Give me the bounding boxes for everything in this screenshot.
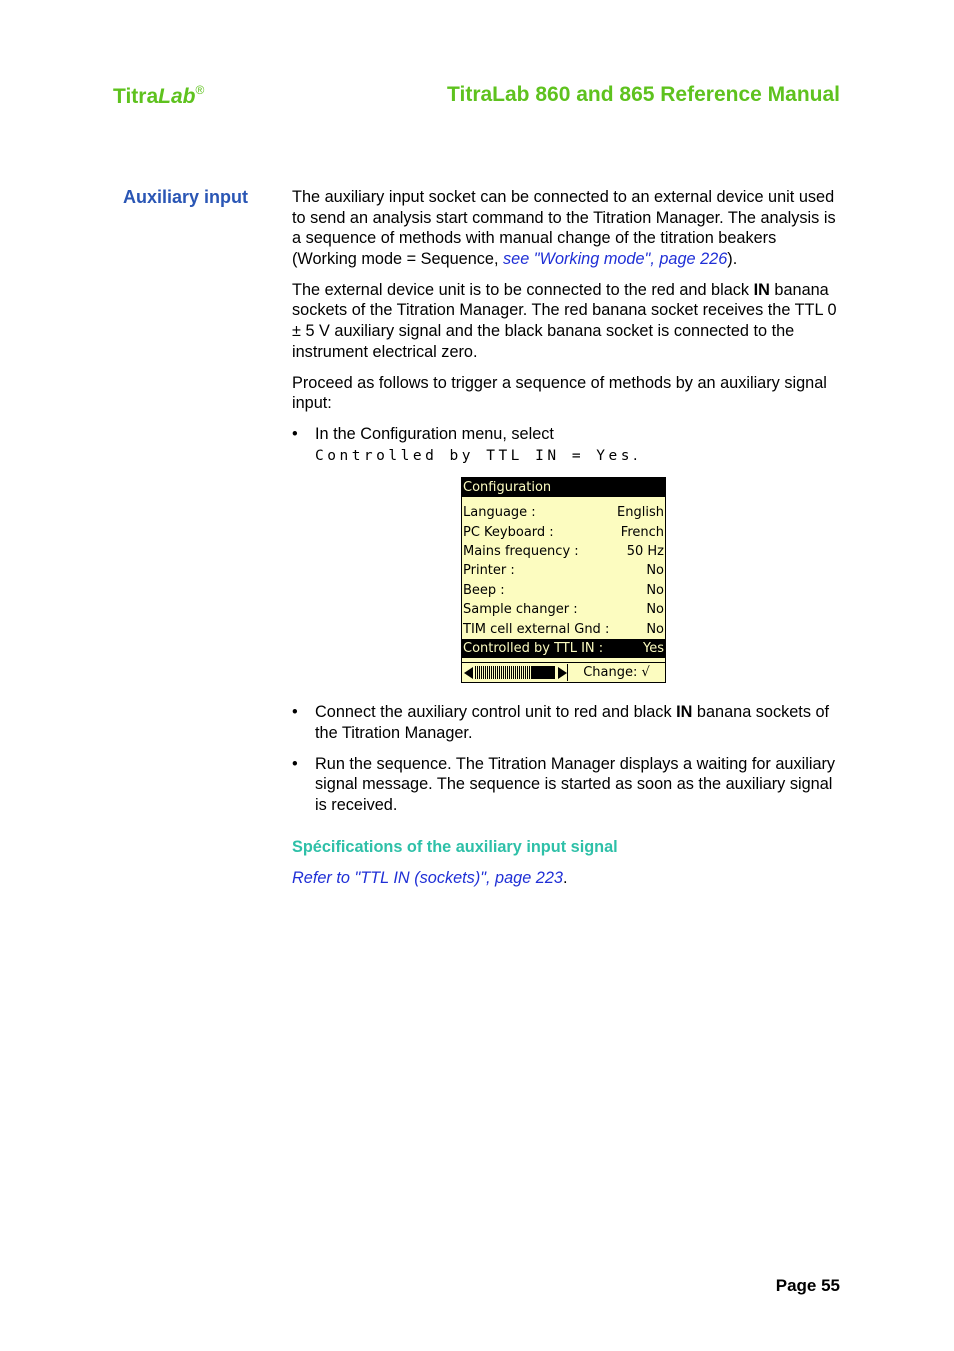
paragraph-1: The auxiliary input socket can be connected to an external device unit used to send an analysis start command to the Titration Manager. The analysis is a sequence of methods with manual change of the titration beakers (Working mode = Sequence, see "Working mode", page 226). [292, 188, 836, 268]
lcd-row-language: Language : English [463, 505, 664, 521]
lcd-row-sample-changer: Sample changer : No [463, 602, 664, 618]
lcd-title: Configuration [462, 478, 665, 497]
bullet-icon: • [292, 425, 298, 444]
bullet-icon: • [292, 703, 298, 722]
manual-title: TitraLab 860 and 865 Reference Manual [447, 83, 840, 106]
arrow-right-icon [558, 667, 567, 679]
page-number: Page 55 [775, 1276, 840, 1295]
lcd-row-ttl-in-selected: Controlled by TTL IN : Yes [462, 639, 665, 658]
body-column [292, 187, 837, 899]
bullet-item-2: • Connect the auxiliary control unit to red and black IN banana sockets of the Titration Manager. [292, 703, 830, 742]
bullet-item-3: • Run the sequence. The Titration Manager displays a waiting for auxiliary signal message. The sequence is started as soon as the auxiliary signal is received. [292, 754, 836, 814]
lcd-row-pc-keyboard: PC Keyboard : French [463, 524, 664, 540]
lcd-screenshot [461, 477, 837, 683]
lcd-change-label: Change: √ [583, 664, 650, 680]
working-mode-link[interactable]: see "Working mode", page 226 [503, 249, 728, 268]
menu-setting-code: Controlled by TTL IN = Yes [315, 448, 633, 465]
lcd-row-tim-cell: TIM cell external Gnd : No [463, 621, 664, 637]
ttl-in-link[interactable]: Refer to "TTL IN (sockets)", page 223 [292, 868, 563, 887]
lcd-row-printer: Printer : No [463, 563, 664, 579]
subheading: Spécifications of the auxiliary input signal [292, 837, 618, 856]
lcd-row-mains-frequency: Mains frequency : 50 Hz [463, 543, 664, 559]
lcd-row-beep: Beep : No [463, 582, 664, 598]
section-heading: Auxiliary input [123, 187, 249, 207]
configuration-screen [461, 477, 666, 683]
brand-logo: TitraLab® [113, 83, 205, 108]
paragraph-2: The external device unit is to be connected to the red and black IN banana sockets of the Titration Manager. The red banana socket receives the TTL 0 ± 5 V auxiliary signal and the black banana socket is connected to the instrument electrical zero. [292, 280, 837, 361]
bullet-item-1: • In the Configuration menu, select Controlled by TTL IN = Yes. [292, 425, 638, 465]
lcd-scrollbar [462, 664, 568, 681]
scroll-track [475, 666, 555, 679]
bullet-icon: • [292, 754, 298, 773]
paragraph-3: Proceed as follows to trigger a sequence of methods by an auxiliary signal input: [292, 373, 827, 413]
reference-line: Refer to "TTL IN (sockets)", page 223. [292, 868, 568, 887]
arrow-left-icon [464, 667, 473, 679]
lcd-footer [462, 662, 665, 682]
